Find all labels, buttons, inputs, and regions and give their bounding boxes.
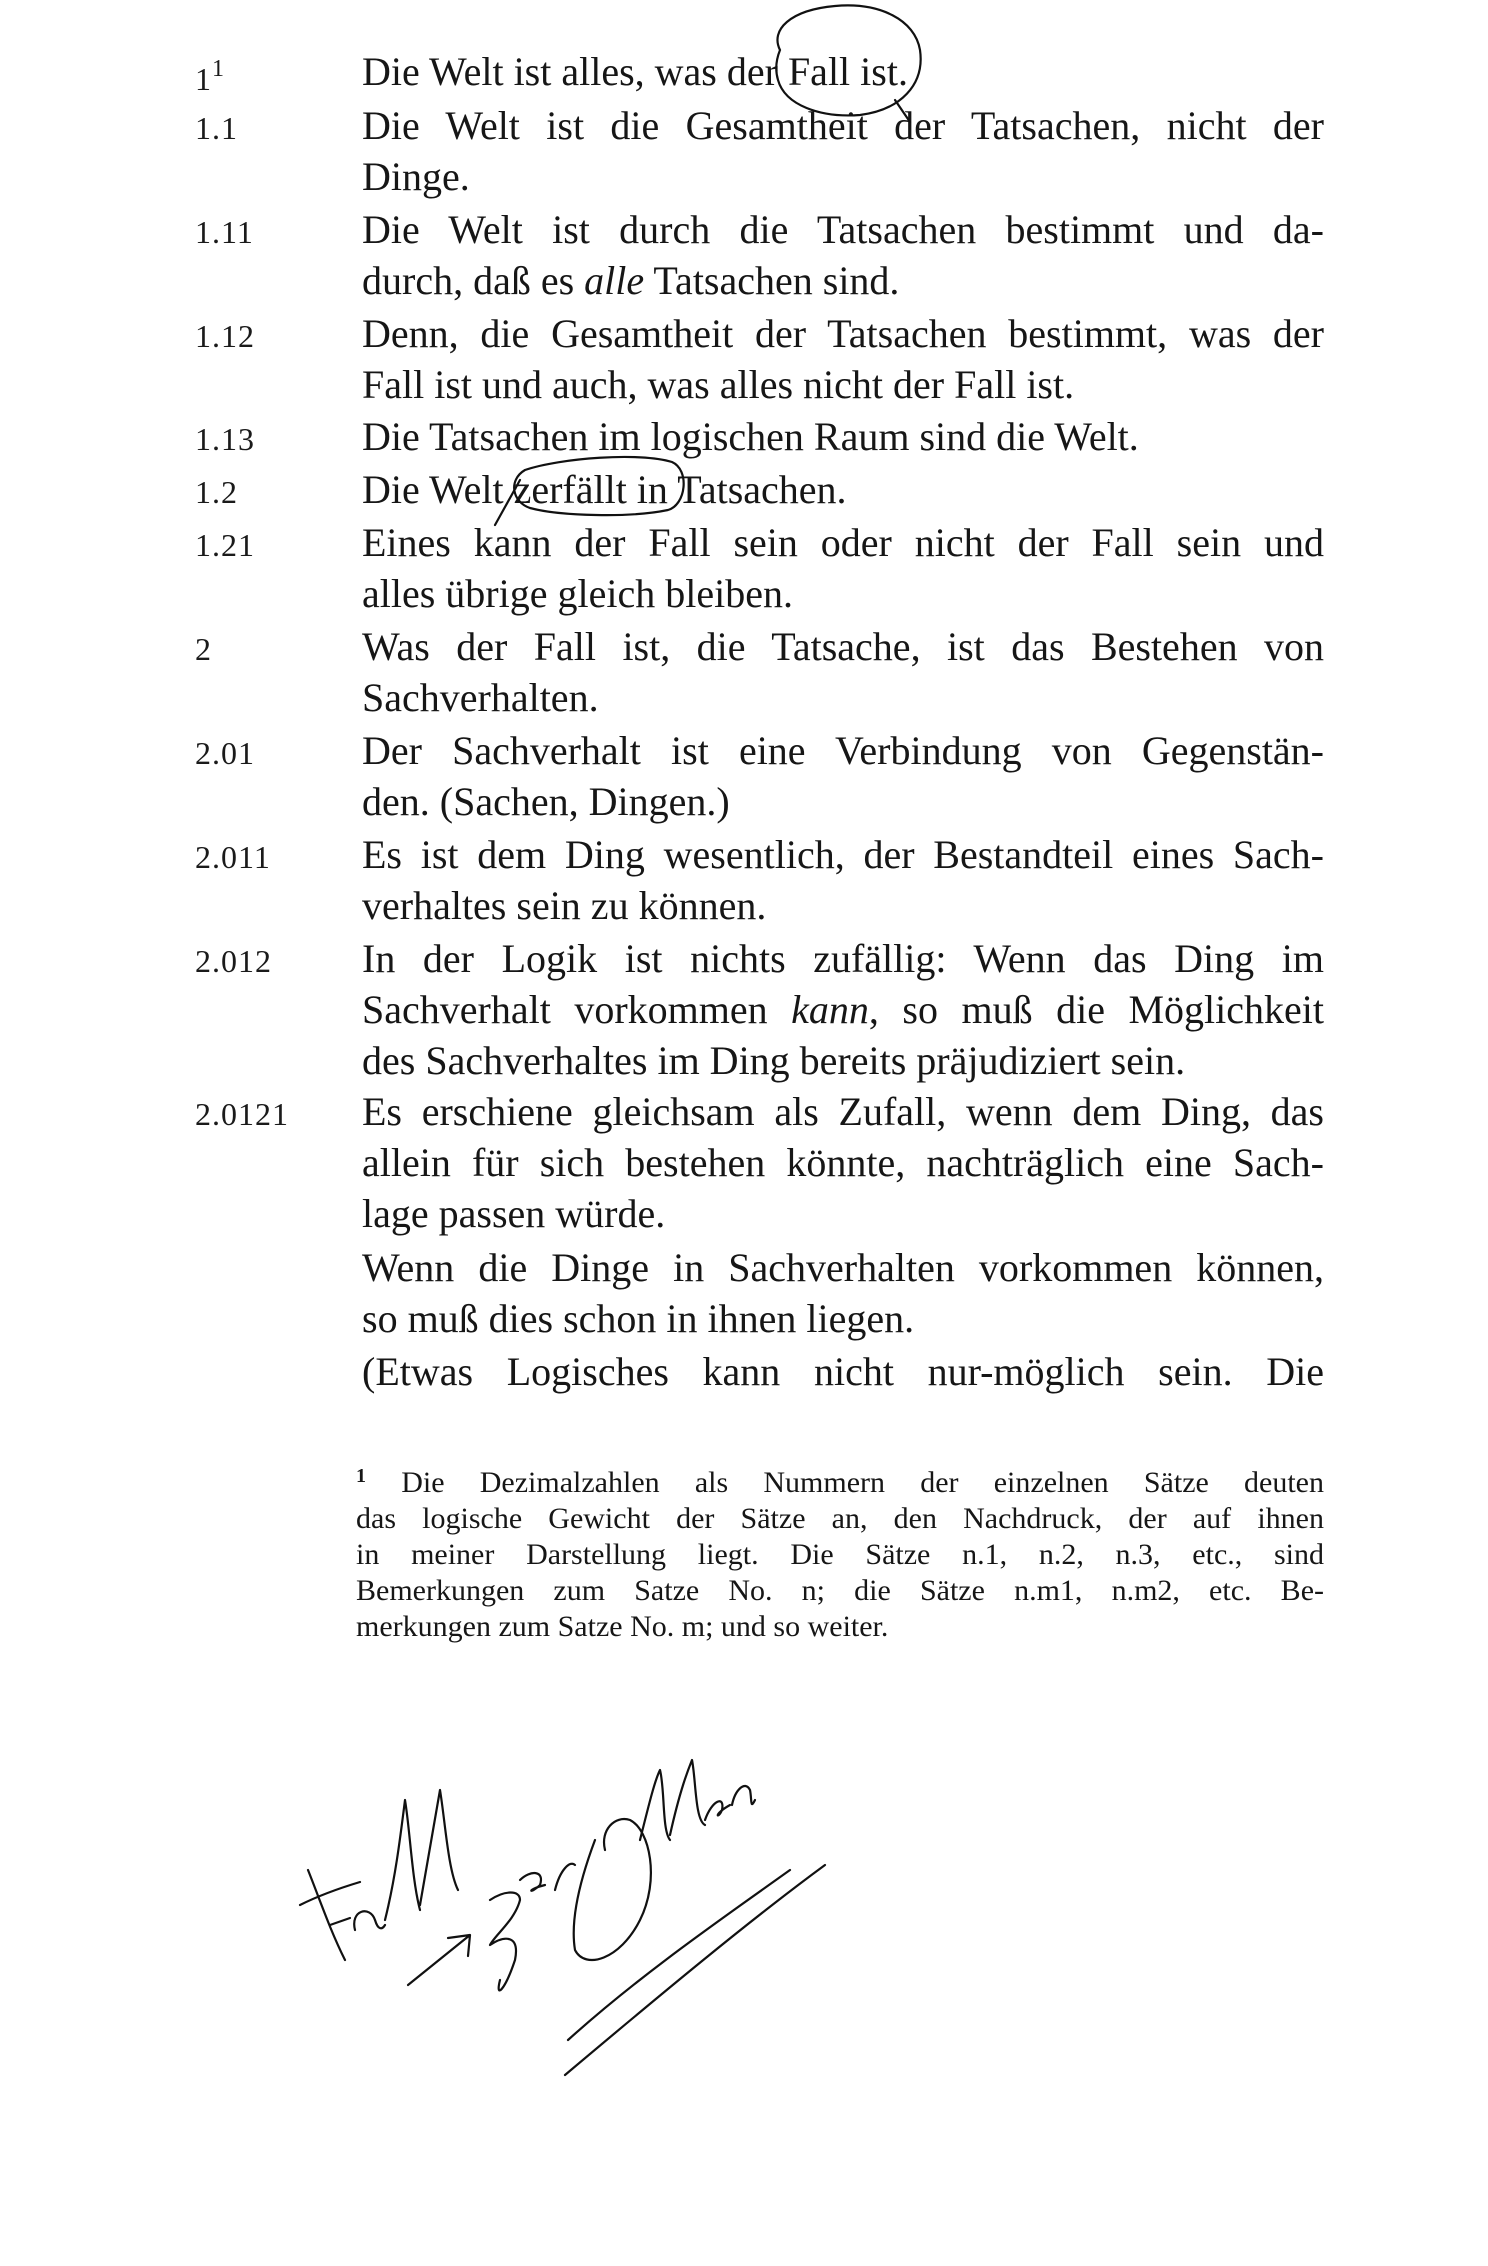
proposition-number: 2.012: [195, 943, 272, 979]
text-line: Sachverhalt vorkommen kann, so muß die Möglichkeit: [362, 987, 1324, 1032]
footnote-line: in meiner Darstellung liegt. Die Sätze n.1, n.2, n.3, etc., sind: [356, 1538, 1324, 1571]
footnote-line: merkungen zum Satze No. m; und so weiter.: [356, 1610, 889, 1643]
proposition-number: 2.01: [195, 735, 255, 771]
text-line: In der Logik ist nichts zufällig: Wenn das Ding im: [362, 936, 1324, 981]
text-line: verhaltes sein zu können.: [362, 883, 767, 928]
text-line: Die Welt zerfällt in Tatsachen.: [362, 467, 847, 512]
text-line: Die Welt ist die Gesamtheit der Tatsachen, nicht der: [362, 103, 1324, 148]
proposition-text: [362, 308, 1324, 410]
footnote-line: Bemerkungen zum Satze No. n; die Sätze n.m1, n.m2, etc. Be-: [356, 1574, 1324, 1607]
text-line: (Etwas Logisches kann nicht nur-möglich sein. Die: [362, 1349, 1324, 1394]
proposition-text: [362, 621, 1324, 723]
proposition-text: [362, 204, 1324, 306]
proposition-text: [362, 464, 1324, 515]
proposition-number: 1.1: [195, 110, 238, 146]
proposition-number: 2: [195, 631, 212, 667]
text-line: durch, daß es alle Tatsachen sind.: [362, 258, 900, 303]
proposition-text: [362, 411, 1324, 462]
proposition-number: 1.12: [195, 318, 255, 354]
emphasis: alle: [584, 258, 645, 303]
proposition-number: 1.11: [195, 214, 254, 250]
text-line: allein für sich bestehen könnte, nachträglich eine Sach-: [362, 1140, 1324, 1185]
arrow-icon: [408, 1935, 470, 1985]
text-line: Fall ist und auch, was alles nicht der Fall ist.: [362, 362, 1075, 407]
handwritten-fall: [300, 1790, 458, 1960]
text-line: Die Welt ist durch die Tatsachen bestimmt und da-: [362, 207, 1324, 252]
footnote-marker: 1: [356, 1465, 366, 1487]
continuation-paragraph: [362, 1346, 1324, 1397]
proposition-text: [362, 725, 1324, 827]
text-line: so muß dies schon in ihnen liegen.: [362, 1296, 915, 1341]
text-line: lage passen würde.: [362, 1191, 666, 1236]
text-line: Dinge.: [362, 154, 470, 199]
text-line: Wenn die Dinge in Sachverhalten vorkommen können,: [362, 1245, 1324, 1290]
text-line: Eines kann der Fall sein oder nicht der Fall sein und: [362, 520, 1324, 565]
proposition-number: 1.2: [195, 474, 238, 510]
text-line: Der Sachverhalt ist eine Verbindung von Gegenstän-: [362, 728, 1324, 773]
text-line: den. (Sachen, Dingen.): [362, 779, 730, 824]
proposition-text: [362, 46, 1324, 97]
text-line: Die Tatsachen im logischen Raum sind die Welt.: [362, 414, 1139, 459]
emphasis: kann: [791, 987, 869, 1032]
text-line: Die Welt ist alles, was der Fall ist.: [362, 49, 908, 94]
text-line: Es erschiene gleichsam als Zufall, wenn dem Ding, das: [362, 1089, 1324, 1134]
footnote-line: $^1$ Die Dezimalzahlen als Nummern der einzelnen Sätze deuten: [356, 1465, 1325, 1499]
footnote-marker: 1: [212, 56, 225, 82]
text-line: alles übrige gleich bleiben.: [362, 571, 793, 616]
proposition-text: [362, 517, 1324, 619]
text-line: Was der Fall ist, die Tatsache, ist das Bestehen von: [362, 624, 1324, 669]
proposition-text: [362, 100, 1324, 202]
text-line: Sachverhalten.: [362, 675, 599, 720]
text-line: Denn, die Gesamtheit der Tatsachen bestimmt, was der: [362, 311, 1324, 356]
footnote: [356, 1458, 1324, 1645]
proposition-text: [362, 1086, 1324, 1239]
proposition-number: $1^1$: [195, 56, 225, 97]
proposition-text: [362, 933, 1324, 1086]
underline-mark: [568, 1870, 790, 2040]
proposition-text: [362, 829, 1324, 931]
text-line: des Sachverhaltes im Ding bereits präjudiziert sein.: [362, 1038, 1186, 1083]
proposition-number: 2.0121: [195, 1096, 289, 1132]
proposition-number: 1.13: [195, 421, 255, 457]
proposition-number: 1.21: [195, 527, 255, 563]
handwritten-zerfallen: [490, 1760, 755, 1990]
continuation-paragraph: [362, 1242, 1324, 1344]
proposition-number: 2.011: [195, 839, 271, 875]
footnote-line: das logische Gewicht der Sätze an, den Nachdruck, der auf ihnen: [356, 1502, 1324, 1535]
underline-mark: [565, 1865, 825, 2075]
text-line: Es ist dem Ding wesentlich, der Bestandteil eines Sach-: [362, 832, 1324, 877]
